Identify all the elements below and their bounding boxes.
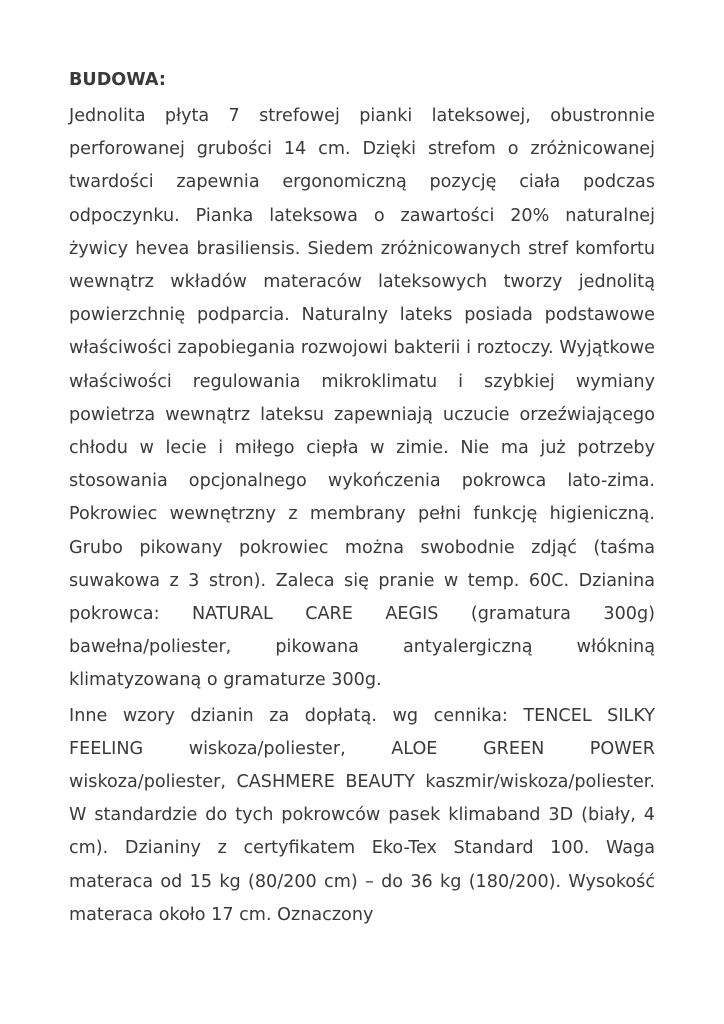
section-heading: BUDOWA: (69, 70, 166, 90)
paragraph-fabrics: Inne wzory dzianin za dopłatą. wg cennika: TENCEL SILKY FEELING wiskoza/poliester, ALOE GREEN POWER wiskoza/poliester, CASHMERE BEAUTY kaszmir/wiskoza/poliester. W standardzie do tych pokrowców pasek klimaband 3D (biały, 4 cm). Dzianiny z certyfikatem Eko-Tex Standard 100. Waga materaca od 15 kg (80/200 cm) – do 36 kg (180/200). Wysokość materaca około 17 cm. Oznaczony (69, 705, 655, 925)
paragraph-construction: Jednolita płyta 7 strefowej pianki lateksowej, obustronnie perforowanej grubości 14 cm. Dzięki strefom o zróżnicowanej twardości zapewnia ergonomiczną pozycję ciała podczas odpoczynku. Pianka lateksowa o zawartości 20% naturalnej żywicy hevea brasiliensis. Siedem zróżnicowanych stref komfortu wewnątrz wkładów materaców lateksowych tworzy jednolitą powierzchnię podparcia. Naturalny lateks posiada podstawowe właściwości zapobiegania rozwojowi bakterii i roztoczy. Wyjątkowe właściwości regulowania mikroklimatu i szybkiej wymiany powietrza wewnątrz lateksu zapewniają uczucie orzeźwiającego chłodu w lecie i miłego ciepła w zimie. Nie ma już potrzeby stosowania opcjonalnego wykończenia pokrowca lato-zima. Pokrowiec wewnętrzny z membrany pełni funkcję higieniczną. Grubo pikowany pokrowiec można swobodnie zdjąć (taśma suwakowa z 3 stron). Zaleca się pranie w temp. 60C. Dzianina pokrowca: NATURAL CARE AEGIS (gramatura 300g) bawełna/poliester, pikowana antyalergiczną włókniną klimatyzowaną o gramaturze 300g. (69, 106, 655, 691)
document-page (69, 66, 655, 932)
